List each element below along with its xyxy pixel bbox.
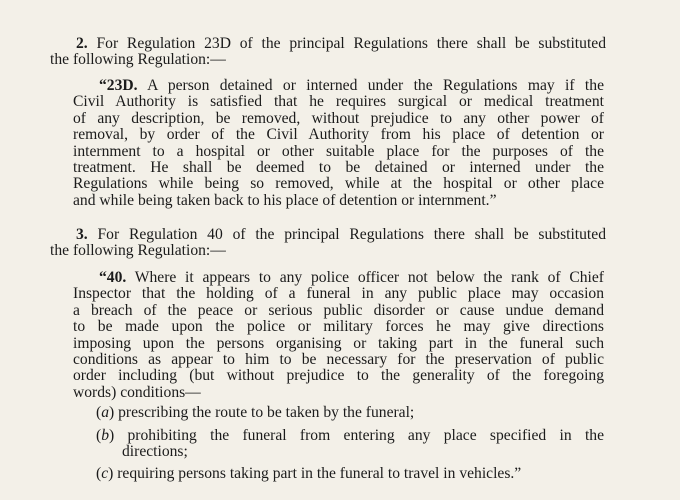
- section-3-intro-line-1: For Regulation 40 of the principal Regulations there shall be substituted: [97, 227, 606, 243]
- section-2-intro: [50, 36, 606, 69]
- section-2-intro-line-2: the following Regulation:—: [50, 52, 226, 69]
- regulation-23d-label: “23D.: [99, 78, 138, 94]
- condition-item-b-line-2: directions;: [122, 444, 188, 461]
- regulation-40-line-8: words) conditions—: [73, 384, 201, 401]
- section-3-number: 3.: [76, 227, 88, 243]
- condition-item-c: (c) requiring persons taking part in the funeral to travel in vehicles.”: [96, 466, 522, 482]
- regulation-23d-line-5: internment to a hospital or other suitable place for the purposes of the: [73, 143, 604, 160]
- regulation-23d-line-4: removal, by order of the Civil Authority from his place of detention or: [73, 127, 604, 144]
- regulation-23d-line-8: and while being taken back to his place of detention or internment.”: [73, 192, 497, 209]
- regulation-40-line-6: conditions as appear to him to be necessary for the preservation of public: [73, 351, 604, 368]
- regulation-40-line-7: order including (but without prejudice to the generality of the foregoing: [73, 368, 604, 385]
- condition-item-a-line-1: prescribing the route to be taken by the funeral;: [118, 405, 415, 421]
- regulation-40-label: “40.: [99, 270, 127, 286]
- condition-item-c-marker: c: [101, 466, 109, 482]
- regulation-40-line-5: imposing upon the persons organising or taking part in the funeral such: [73, 335, 604, 352]
- regulation-40-line-1: Where it appears to any police officer not below the rank of Chief: [134, 270, 604, 286]
- regulation-40-line-3: a breach of the peace or serious public disorder or cause undue demand: [73, 302, 604, 319]
- regulation-40-line-4: to be made upon the police or military forces he may give directions: [73, 319, 604, 336]
- regulation-23d-line-1: A person detained or interned under the Regulations may if the: [147, 78, 604, 94]
- condition-item-b-marker: b: [101, 428, 109, 444]
- regulation-23d-line-6: treatment. He shall be deemed to be detained or interned under the: [73, 159, 604, 176]
- condition-item-b-line-1: prohibiting the funeral from entering any place specified in the: [127, 428, 604, 444]
- section-2-number: 2.: [76, 36, 88, 52]
- section-2-intro-line-1: For Regulation 23D of the principal Regulations there shall be substituted: [96, 36, 606, 52]
- regulation-23d-text: [73, 78, 604, 209]
- section-3-intro-line-2: the following Regulation:—: [50, 243, 226, 260]
- section-3-intro: [50, 227, 606, 260]
- condition-item-a-marker: a: [101, 405, 109, 421]
- regulation-23d-line-2: Civil Authority is satisfied that he requires surgical or medical treatment: [73, 94, 604, 111]
- condition-item-b: (b) prohibiting the funeral from entering any place specified in the directions;: [96, 428, 604, 461]
- condition-item-c-line-1: requiring persons taking part in the funeral to travel in vehicles.”: [117, 466, 522, 482]
- regulation-23d-line-3: of any description, be removed, without prejudice to any other power of: [73, 110, 604, 127]
- regulation-40-line-2: Inspector that the holding of a funeral in any public place may occasion: [73, 286, 604, 303]
- regulation-23d-line-7: Regulations while being so removed, while at the hospital or other place: [73, 176, 604, 193]
- regulation-40-text: [73, 270, 604, 401]
- condition-item-a: (a) prescribing the route to be taken by the funeral;: [96, 405, 415, 421]
